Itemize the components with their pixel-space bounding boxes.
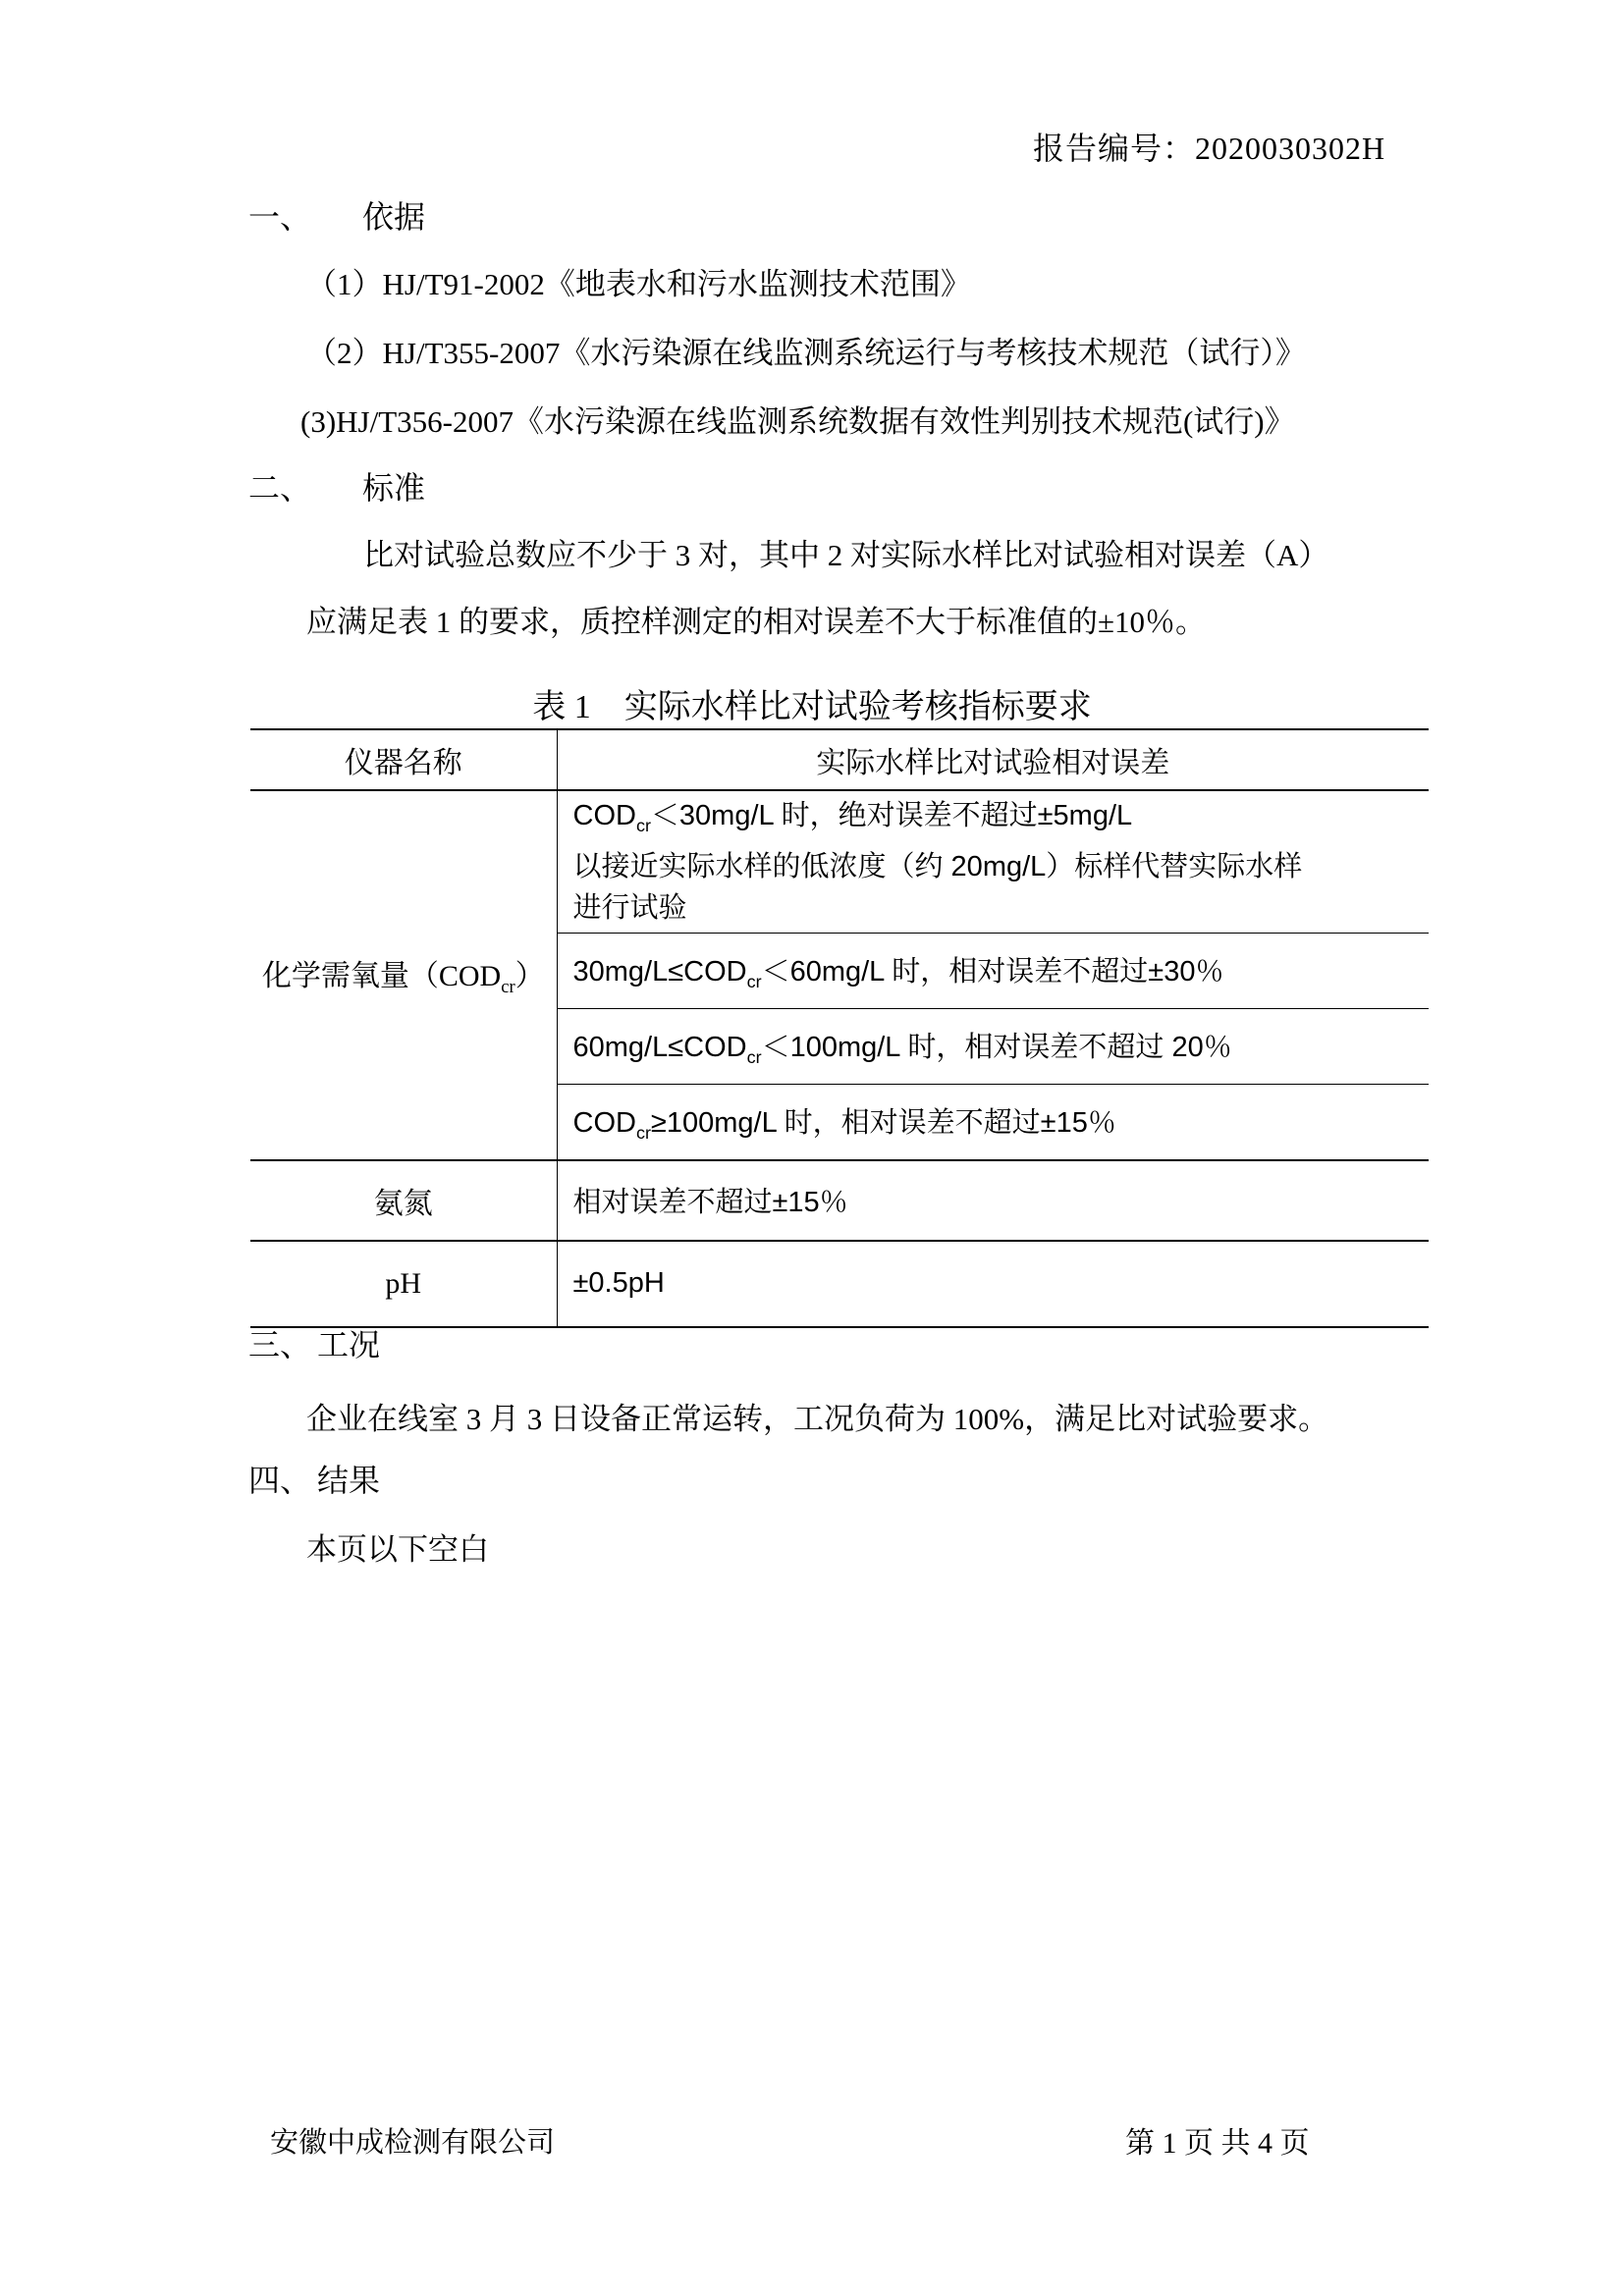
section-condition-heading (248, 1320, 380, 1365)
table1-header-instrument: 仪器名称 (250, 729, 557, 790)
cod-r2-subscript: cr (746, 971, 762, 991)
basis-item-2: （2）HJ/T355-2007《水污染源在线监测系统运行与考核技术规范（试行）》 (306, 336, 1306, 370)
standard-paragraph-line-1: 比对试验总数应不少于 3 对，其中 2 对实际水样比对试验相对误差（A） (363, 538, 1329, 572)
section-condition-number: 三、 (248, 1327, 312, 1362)
table1-title: 表 1 实际水样比对试验考核指标要求 (532, 689, 1092, 725)
table1-header-row (250, 729, 1429, 790)
table-row (250, 1241, 1429, 1327)
section-standard-title: 标准 (362, 470, 426, 506)
table-row (250, 1160, 1429, 1241)
instrument-name-cod (250, 790, 557, 1160)
condition-paragraph: 企业在线室 3 月 3 日设备正常运转，工况负荷为 100%，满足比对试验要求。 (306, 1402, 1329, 1436)
table1-header-error: 实际水样比对试验相对误差 (557, 729, 1429, 790)
cod-r2-pre: 30mg/L≤COD (572, 955, 747, 988)
cod-criteria-range3 (557, 1008, 1429, 1084)
cod-criteria-range2 (557, 933, 1429, 1008)
section-basis-heading (248, 192, 425, 238)
cod-name-subscript: cr (501, 977, 515, 998)
cod-r4-suffix: ≥100mg/L 时，相对误差不超过±15％ (650, 1106, 1116, 1139)
instrument-name-ph: pH (250, 1241, 557, 1327)
section-condition-title: 工况 (317, 1327, 381, 1362)
cod-r3-suffix: ＜100mg/L 时，相对误差不超过 20％ (761, 1031, 1232, 1063)
report-number: 报告编号：2020030302H (1033, 131, 1386, 166)
basis-item-1: （1）HJ/T91-2002《地表水和污水监测技术范围》 (306, 267, 971, 301)
result-blank-note: 本页以下空白 (306, 1532, 489, 1567)
cod-r1-subscript: cr (635, 815, 651, 835)
cod-criteria-range1-line1 (573, 795, 1420, 846)
table-row (250, 790, 1429, 933)
nh3-criteria: 相对误差不超过±15％ (572, 1187, 848, 1219)
footer-page-info: 第 1 页 共 4 页 (1125, 2127, 1310, 2160)
section-standard-number: 二、 (248, 470, 312, 506)
section-standard-heading (248, 463, 425, 508)
section-result-title: 结果 (317, 1463, 381, 1498)
section-basis-number: 一、 (248, 199, 312, 235)
table1 (250, 728, 1429, 1328)
cod-r4-subscript: cr (635, 1122, 651, 1143)
cod-criteria-range4 (557, 1084, 1429, 1160)
cod-name-suffix: ） (514, 960, 545, 993)
cod-r4-pre: COD (572, 1106, 636, 1139)
cod-criteria-range1 (557, 790, 1429, 933)
cod-r3-subscript: cr (746, 1046, 762, 1067)
standard-paragraph-line-2: 应满足表 1 的要求，质控样测定的相对误差不大于标准值的±10％。 (306, 605, 1207, 639)
footer-company-name: 安徽中成检测有限公司 (270, 2127, 556, 2159)
section-result-heading (248, 1456, 380, 1501)
cod-criteria-range1-line2: 以接近实际水样的低浓度（约 20mg/L）标样代替实际水样 (572, 850, 1303, 882)
cod-r3-pre: 60mg/L≤COD (572, 1031, 747, 1063)
section-result-number: 四、 (248, 1463, 312, 1498)
cod-r1-suffix: ＜30mg/L 时，绝对误差不超过±5mg/L (650, 800, 1133, 831)
cod-r1-pre: COD (572, 800, 636, 831)
cod-name-pre: 化学需氧量（COD (261, 960, 502, 993)
cod-criteria-range1-line3: 进行试验 (572, 891, 687, 924)
cod-r2-suffix: ＜60mg/L 时，相对误差不超过±30％ (761, 955, 1224, 988)
ph-criteria: ±0.5pH (572, 1267, 665, 1300)
basis-item-3: (3)HJ/T356-2007《水污染源在线监测系统数据有效性判别技术规范(试行)》 (300, 404, 1295, 439)
section-basis-title: 依据 (362, 199, 426, 235)
instrument-name-nh3: 氨氮 (250, 1160, 557, 1241)
